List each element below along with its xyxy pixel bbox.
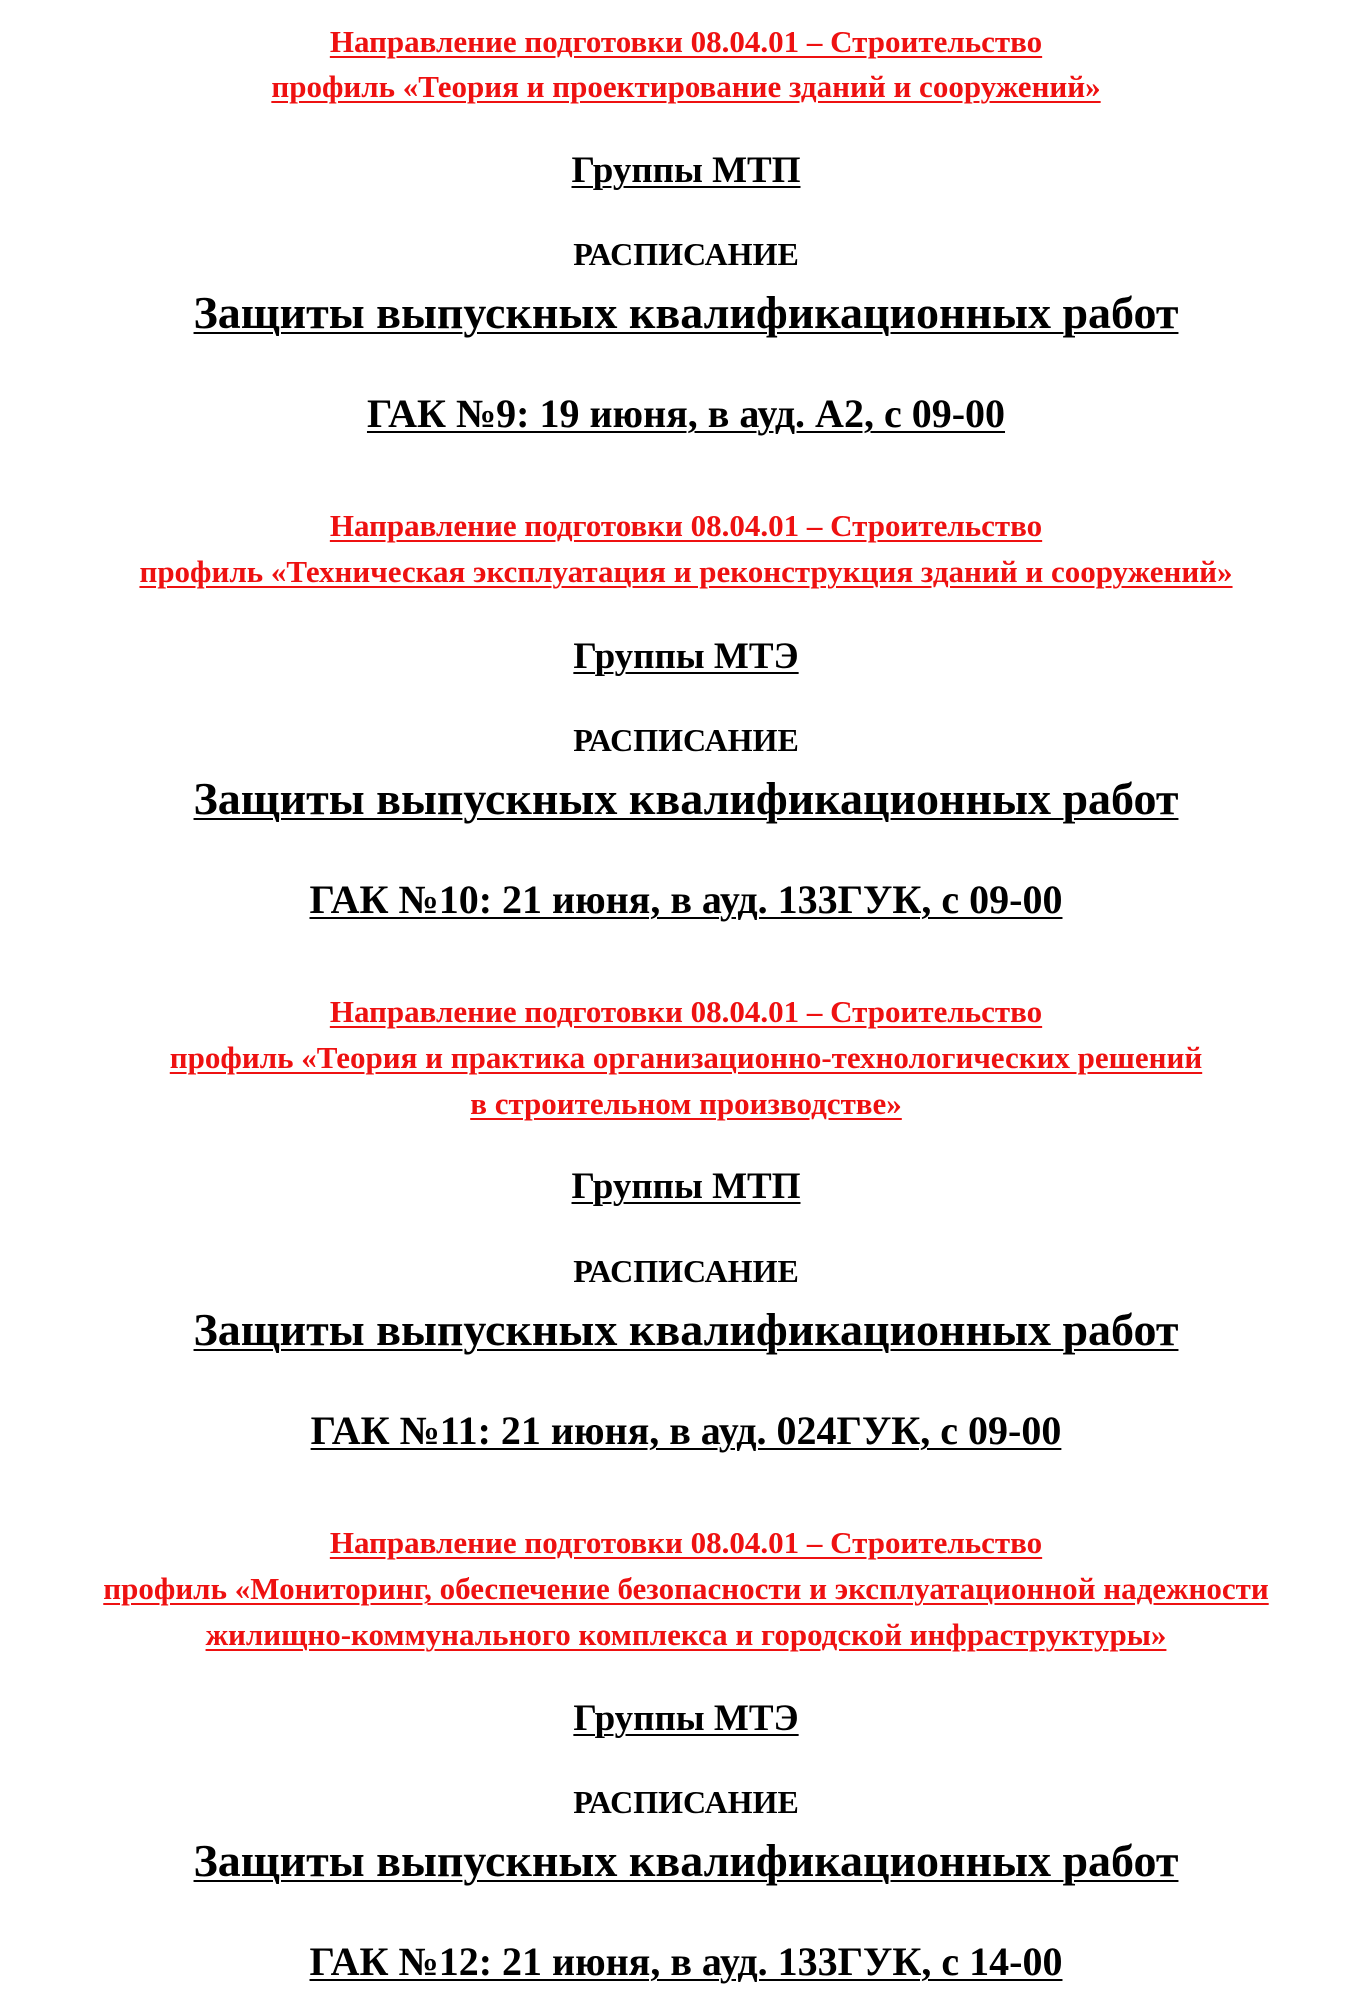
group-heading — [0, 1168, 1372, 1205]
group-heading — [0, 1700, 1372, 1737]
group-heading — [0, 152, 1372, 189]
gak-schedule — [0, 877, 1372, 922]
defense-title-text: Защиты выпускных квалификационных работ — [193, 1835, 1179, 1886]
profile-line — [0, 1573, 1372, 1604]
profile-text: профиль «Мониторинг, обеспечение безопасности и эксплуатационной надежности — [103, 1571, 1269, 1606]
direction-heading — [0, 996, 1372, 1027]
direction-text: Направление подготовки 08.04.01 – Строительство — [329, 24, 1043, 59]
profile-line — [0, 71, 1372, 102]
profile-text: профиль «Техническая эксплуатация и реконструкция зданий и сооружений» — [139, 554, 1233, 589]
defense-title — [0, 287, 1372, 338]
profile-text: профиль «Теория и практика организационно-технологических решений — [169, 1040, 1203, 1075]
defense-title — [0, 1304, 1372, 1355]
direction-heading — [0, 1527, 1372, 1558]
gak-text: ГАК №12: 21 июня, в ауд. 133ГУК, с 14-00 — [309, 1939, 1063, 1984]
gak-text: ГАК №10: 21 июня, в ауд. 133ГУК, с 09-00 — [309, 877, 1063, 922]
direction-heading — [0, 510, 1372, 541]
profile-line — [0, 1042, 1372, 1073]
schedule-label — [0, 724, 1372, 756]
profile-text: жилищно-коммунального комплекса и городской инфраструктуры» — [205, 1617, 1167, 1652]
defense-title-text: Защиты выпускных квалификационных работ — [193, 1304, 1179, 1355]
profile-text: в строительном производстве» — [470, 1086, 902, 1121]
group-text: Группы МТЭ — [573, 1698, 799, 1739]
schedule-label-text: РАСПИСАНИЕ — [573, 1253, 799, 1289]
profile-line — [0, 1619, 1372, 1650]
gak-schedule — [0, 1939, 1372, 1984]
schedule-label — [0, 1786, 1372, 1818]
defense-title — [0, 773, 1372, 824]
schedule-label — [0, 1255, 1372, 1287]
schedule-label-text: РАСПИСАНИЕ — [573, 722, 799, 758]
group-heading — [0, 638, 1372, 675]
direction-heading — [0, 26, 1372, 57]
defense-title — [0, 1835, 1372, 1886]
direction-text: Направление подготовки 08.04.01 – Строительство — [329, 1525, 1043, 1560]
defense-title-text: Защиты выпускных квалификационных работ — [193, 287, 1179, 338]
gak-text: ГАК №9: 19 июня, в ауд. А2, с 09-00 — [366, 391, 1006, 436]
group-text: Группы МТЭ — [573, 636, 799, 677]
schedule-label-text: РАСПИСАНИЕ — [573, 1784, 799, 1820]
profile-line — [0, 1088, 1372, 1119]
group-text: Группы МТП — [571, 150, 801, 191]
defense-title-text: Защиты выпускных квалификационных работ — [193, 773, 1179, 824]
schedule-label-text: РАСПИСАНИЕ — [573, 236, 799, 272]
profile-text: профиль «Теория и проектирование зданий и сооружений» — [271, 69, 1101, 104]
group-text: Группы МТП — [571, 1166, 801, 1207]
profile-line — [0, 556, 1372, 587]
gak-schedule — [0, 391, 1372, 436]
direction-text: Направление подготовки 08.04.01 – Строительство — [329, 994, 1043, 1029]
schedule-label — [0, 238, 1372, 270]
direction-text: Направление подготовки 08.04.01 – Строительство — [329, 508, 1043, 543]
gak-schedule — [0, 1408, 1372, 1453]
gak-text: ГАК №11: 21 июня, в ауд. 024ГУК, с 09-00 — [310, 1408, 1062, 1453]
